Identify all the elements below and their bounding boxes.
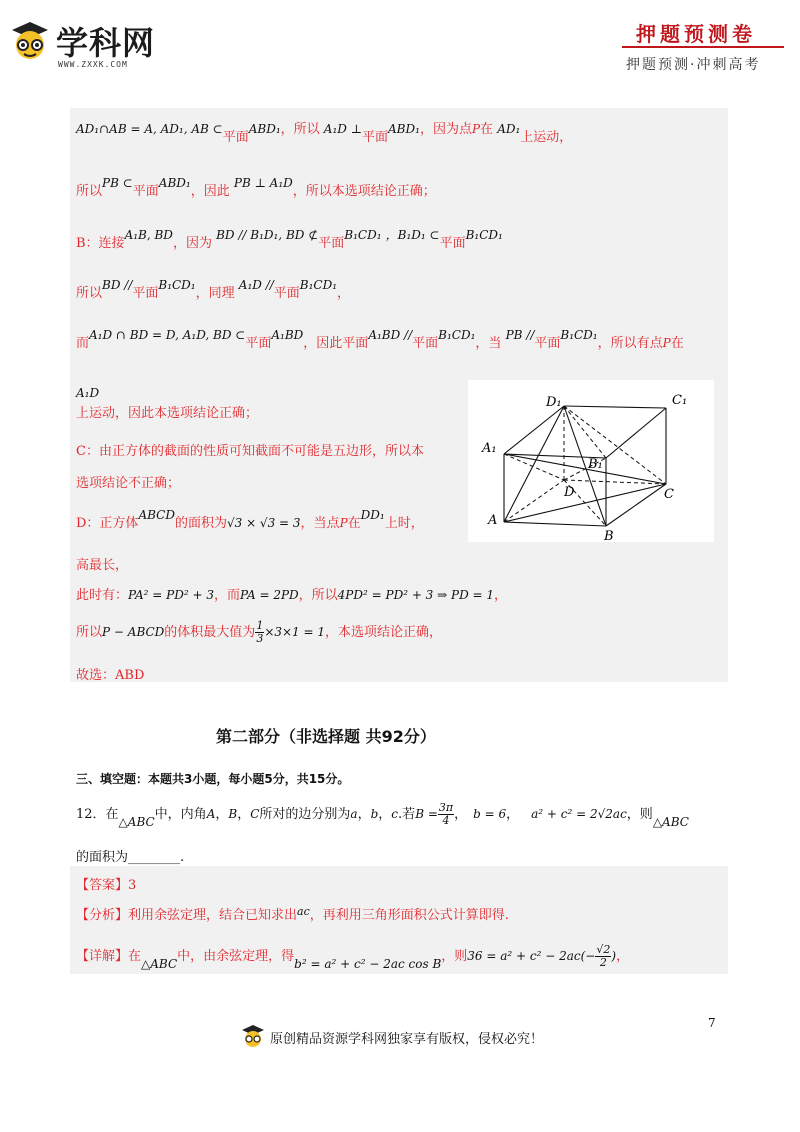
math-var: c	[391, 807, 399, 821]
detail-line	[76, 944, 629, 969]
text: ，	[494, 588, 508, 603]
header-title: 押题预测卷	[636, 22, 756, 46]
math-expr: A₁D //	[238, 278, 274, 292]
math-expr: B₁CD₁	[344, 228, 382, 242]
question-number: 12．在	[76, 807, 119, 822]
math-expr: B₁CD₁	[158, 278, 196, 292]
diag-d1b1-hidden	[564, 406, 606, 458]
math-expr: B₁CD₁	[438, 328, 476, 342]
text-plane: 平面	[318, 236, 345, 251]
edge-b1c1	[606, 408, 666, 458]
logo-url: WWW.ZXXK.COM	[58, 60, 128, 69]
math-expr: A₁D ∩ BD = D, A₁D, BD ⊂	[89, 328, 246, 342]
math-expr: AD₁	[497, 122, 521, 136]
math-expr: b = 6	[473, 807, 507, 821]
math-expr: B₁CD₁	[560, 328, 598, 342]
solution-line-6-text: 上运动，因此本选项结论正确；	[76, 406, 259, 421]
text: 上时，	[384, 516, 424, 531]
math-expr: ABD₁	[248, 122, 281, 136]
text-plane: 平面	[534, 336, 561, 351]
text: ，而	[213, 588, 240, 603]
text-plane: 平面	[132, 286, 159, 301]
text: ，再利用三角形面积公式计算即得.	[309, 908, 509, 923]
label-a: A	[488, 513, 498, 528]
text: ，当	[475, 336, 502, 351]
math-expr: △ABC	[652, 815, 689, 829]
fraction-denominator: 4	[442, 814, 450, 827]
math-var: ac	[297, 905, 310, 918]
question-12-blank: 的面积为________.	[76, 850, 185, 865]
text: 所以	[76, 625, 103, 640]
math-expr: A₁BD //	[368, 328, 413, 342]
math-expr: BD //	[102, 278, 133, 292]
text-plane: 平面	[273, 286, 300, 301]
solution-line-9	[76, 504, 424, 531]
logo-mascot-icon	[8, 18, 52, 62]
answer-label: 【答案】	[76, 878, 129, 893]
analysis-label: 【分析】	[76, 908, 129, 923]
math-var: P	[339, 516, 348, 530]
edge-a1d1	[504, 406, 564, 454]
option-label-b: B：连接	[76, 236, 125, 251]
math-var: P	[471, 122, 481, 136]
math-expr: A₁B, BD	[124, 228, 173, 242]
fraction-denominator: 3	[256, 632, 264, 645]
text: 而	[76, 336, 90, 351]
text-plane: 平面	[412, 336, 439, 351]
math-expr: ×3×1 = 1	[264, 625, 326, 639]
text: ，	[616, 949, 630, 964]
text: 所以	[76, 286, 103, 301]
math-expr: 36 = a² + c² − 2ac(−	[467, 949, 596, 963]
label-d: D	[564, 485, 575, 500]
footer-mascot-icon	[240, 1024, 266, 1048]
fraction-numerator: √2	[596, 943, 611, 956]
text: ，所以	[298, 588, 338, 603]
edge-d1c1	[564, 406, 666, 408]
solution-line-11	[76, 584, 507, 603]
header-subtitle: 押题预测·冲刺高考	[626, 57, 761, 73]
math-expr: AD₁∩AB = A, AD₁, AB ⊂	[76, 122, 223, 136]
analysis-line	[76, 904, 509, 923]
text-plane: 平面	[439, 236, 466, 251]
math-expr: B =	[415, 807, 438, 821]
math-expr: A₁D ⊥	[323, 122, 362, 136]
solution-line-8: 选项结论不正确；	[76, 476, 181, 491]
text: 所对的边分别为	[259, 807, 351, 822]
fraction	[595, 944, 611, 969]
math-expr: B₁CD₁	[465, 228, 503, 242]
edge-ad-hidden	[504, 480, 564, 522]
math-expr: PB ⊂	[102, 176, 133, 190]
text: ，同理	[195, 286, 235, 301]
label-c: C	[664, 487, 674, 502]
math-expr: a² + c² = 2√2ac	[531, 807, 627, 821]
label-d1: D₁	[546, 395, 562, 410]
text: ，因此平面	[303, 336, 369, 351]
math-expr: DD₁	[360, 508, 385, 522]
math-expr: ABD₁	[158, 176, 191, 190]
text: 在	[347, 516, 361, 531]
math-expr: △ABC	[118, 815, 155, 829]
text: ，所以本选项结论正确；	[292, 184, 436, 199]
text: 若	[402, 807, 416, 822]
page-number: 7	[708, 1016, 716, 1030]
math-expr: A₁D	[76, 386, 100, 400]
text: 的体积最大值为	[164, 625, 256, 640]
fraction	[255, 620, 264, 645]
math-var: P	[662, 336, 671, 350]
solution-line-7: C：由正方体的截面的性质可知截面不可能是五边形，所以本	[76, 444, 424, 459]
text: ，本选项结论正确，	[325, 625, 443, 640]
label-b: B	[604, 529, 614, 542]
math-expr: P − ABCD	[102, 625, 165, 639]
text: ，	[337, 286, 351, 301]
math-var: a	[350, 807, 358, 821]
math-var: A	[206, 807, 216, 821]
solution-line-5	[76, 324, 684, 351]
text: ，因为	[172, 236, 212, 251]
solution-line-4	[76, 274, 351, 301]
fill-in-heading: 三、填空题：本题共3小题，每小题5分，共15分。	[76, 772, 350, 786]
section-title: 第二部分（非选择题 共92分）	[216, 727, 436, 746]
math-expr: ABCD	[138, 508, 175, 522]
text: 中，由余弦定理，得	[177, 949, 295, 964]
fraction	[438, 802, 454, 827]
header-divider	[622, 46, 784, 48]
text: 在	[670, 336, 684, 351]
text: 此时有：	[76, 588, 129, 603]
text: ，所以有点	[597, 336, 663, 351]
solution-line-10: 高最长，	[76, 558, 129, 573]
label-a1: A₁	[482, 441, 497, 456]
text-plane: 平面	[222, 130, 249, 145]
detail-label: 【详解】	[76, 949, 129, 964]
text: 上运动，	[520, 130, 573, 145]
text: ，因为点	[419, 122, 472, 137]
math-var: b	[370, 807, 379, 821]
math-expr: b² = a² + c² − 2ac cos B	[294, 957, 442, 971]
math-expr: A₁BD	[271, 328, 304, 342]
math-expr: BD // B₁D₁, BD ⊄	[216, 228, 319, 242]
math-expr: )	[611, 949, 617, 963]
solution-line-13: 故选：ABD	[76, 668, 145, 683]
answer-line	[76, 874, 136, 893]
text: ，当点	[300, 516, 340, 531]
text: ，则	[626, 807, 653, 822]
label-c1: C₁	[672, 393, 688, 408]
edge-dc-hidden	[564, 480, 666, 484]
math-expr: PA² = PD² + 3	[128, 588, 214, 602]
answer-value: 3	[128, 878, 137, 893]
text-plane: 平面	[132, 184, 159, 199]
math-var: B	[228, 807, 238, 821]
text: 所以	[76, 184, 103, 199]
math-expr: △ABC	[141, 957, 178, 971]
text: 中，内角	[154, 807, 207, 822]
footer-text: 原创精品资源学科网独家享有版权，侵权必究！	[270, 1032, 544, 1047]
fraction-numerator: 3π	[438, 801, 454, 814]
math-expr: 4PD² = PD² + 3 ⇒ PD = 1	[337, 588, 495, 602]
math-expr: PB ⊥ A₁D	[233, 176, 293, 190]
math-var: C	[250, 807, 260, 821]
math-expr: B₁CD₁	[299, 278, 338, 292]
math-expr: PB //	[505, 328, 535, 342]
solution-line-6	[76, 386, 99, 401]
solution-line-12	[76, 620, 442, 645]
header	[0, 0, 800, 90]
text: 利用余弦定理，结合已知求出	[128, 908, 298, 923]
solution-line-2	[76, 172, 436, 199]
cube-figure	[468, 380, 714, 542]
math-expr: ，B₁D₁ ⊂	[385, 228, 440, 242]
text: 的面积为	[174, 516, 227, 531]
solution-line-1	[76, 118, 573, 145]
math-expr: PA = 2PD	[240, 588, 299, 602]
text-plane: 平面	[245, 336, 272, 351]
question-12: 12．在△ABC中，内角A，B，C所对的边分别为a，b，c.若B = $\frac{3\pi}{4}$ ， b = 6， a² + c² = 2√2ac，则△ABC	[76, 801, 689, 829]
math-expr: √3 × √3 = 3	[226, 516, 301, 530]
edge-bc	[606, 484, 666, 526]
text: ，则	[441, 949, 468, 964]
text: ，所以	[280, 122, 320, 137]
fraction-numerator: 1	[256, 619, 264, 632]
math-expr: ABD₁	[388, 122, 420, 136]
option-label-d: D：正方体	[76, 516, 139, 531]
edge-a1d-hidden	[504, 454, 564, 480]
edge-ab	[504, 522, 606, 526]
label-b1: B₁	[588, 457, 603, 472]
text-plane: 平面	[362, 130, 389, 145]
text: 在	[480, 122, 494, 137]
fraction-denominator: 2	[599, 956, 607, 969]
solution-line-3	[76, 224, 503, 251]
logo-text: 学科网	[56, 24, 156, 62]
text: 在	[128, 949, 142, 964]
text: ，因此	[190, 184, 230, 199]
